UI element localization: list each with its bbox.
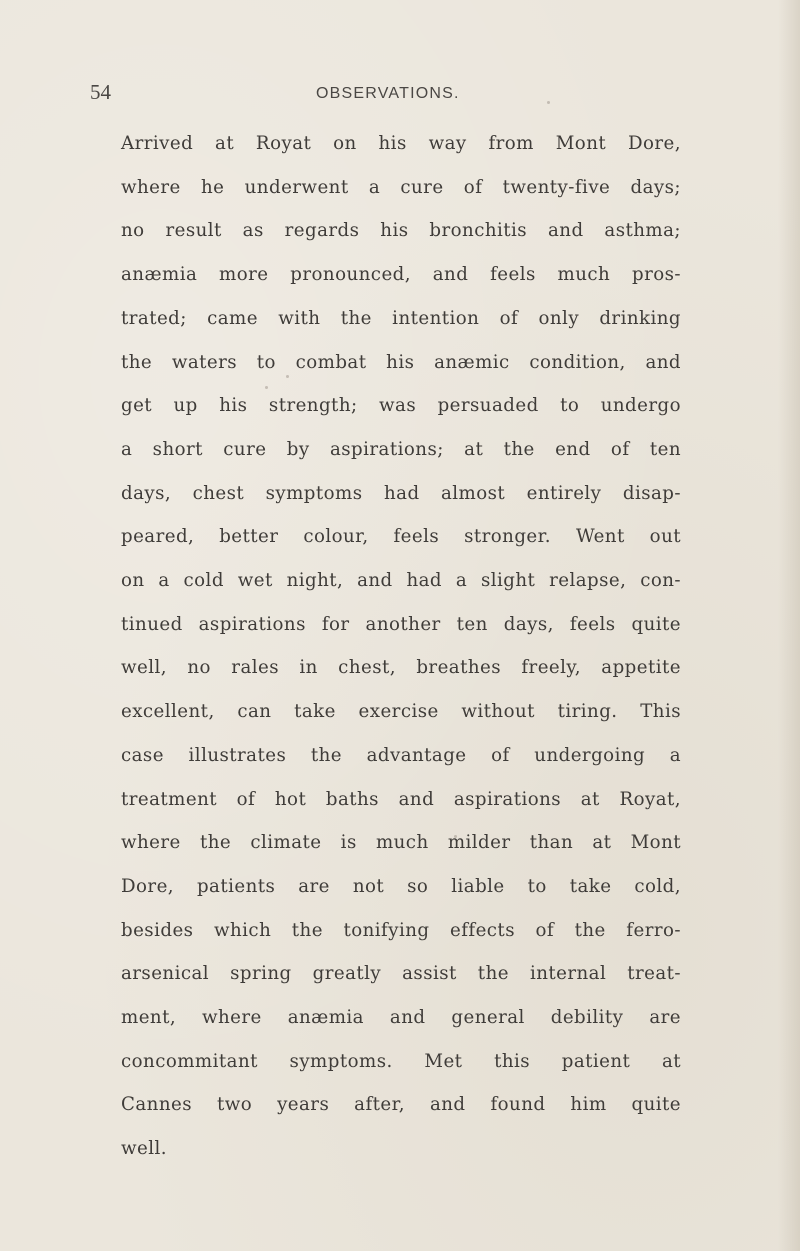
text-line: Arrived at Royat on his way from Mont Dore,	[121, 133, 681, 154]
text-line: no result as regards his bronchitis and asthma;	[121, 220, 681, 242]
text-line: arsenical spring greatly assist the internal treat-	[121, 963, 681, 985]
text-line: peared, better colour, feels stronger. Went out	[121, 526, 681, 548]
text-line: days, chest symptoms had almost entirely disap-	[121, 482, 681, 504]
text-line: Cannes two years after, and found him quite	[121, 1094, 681, 1116]
text-line: Dore, patients are not so liable to take cold,	[121, 875, 681, 897]
text-line: treatment of hot baths and aspirations at Royat,	[121, 788, 681, 810]
page-number: 54	[90, 80, 111, 104]
running-head: OBSERVATIONS.	[316, 85, 460, 102]
page-edge-shadow	[778, 0, 800, 1251]
text-line: ment, where anæmia and general debility are	[121, 1007, 681, 1029]
text-line: case illustrates the advantage of undergoing a	[121, 744, 681, 766]
text-line: besides which the tonifying effects of the ferro-	[121, 919, 681, 941]
paper-speck	[547, 101, 550, 104]
text-line: where the climate is much milder than at Mont	[121, 832, 681, 854]
text-line: a short cure by aspirations; at the end of ten	[121, 438, 681, 460]
text-line: concommitant symptoms. Met this patient at	[121, 1050, 681, 1072]
text-line: well, no rales in chest, breathes freely, appetite	[121, 657, 681, 679]
text-line: trated; came with the intention of only drinking	[121, 307, 681, 329]
text-line: excellent, can take exercise without tiring. This	[121, 701, 681, 723]
body-paragraph	[121, 122, 681, 1171]
text-line: well.	[121, 1138, 167, 1160]
text-line: the waters to combat his anæmic condition, and	[121, 351, 681, 373]
text-line: anæmia more pronounced, and feels much pros-	[121, 264, 681, 286]
text-line: get up his strength; was persuaded to undergo	[121, 395, 681, 417]
text-line: where he underwent a cure of twenty-five days;	[121, 176, 681, 198]
text-line: tinued aspirations for another ten days, feels quite	[121, 613, 681, 635]
text-line: on a cold wet night, and had a slight relapse, con-	[121, 570, 681, 592]
